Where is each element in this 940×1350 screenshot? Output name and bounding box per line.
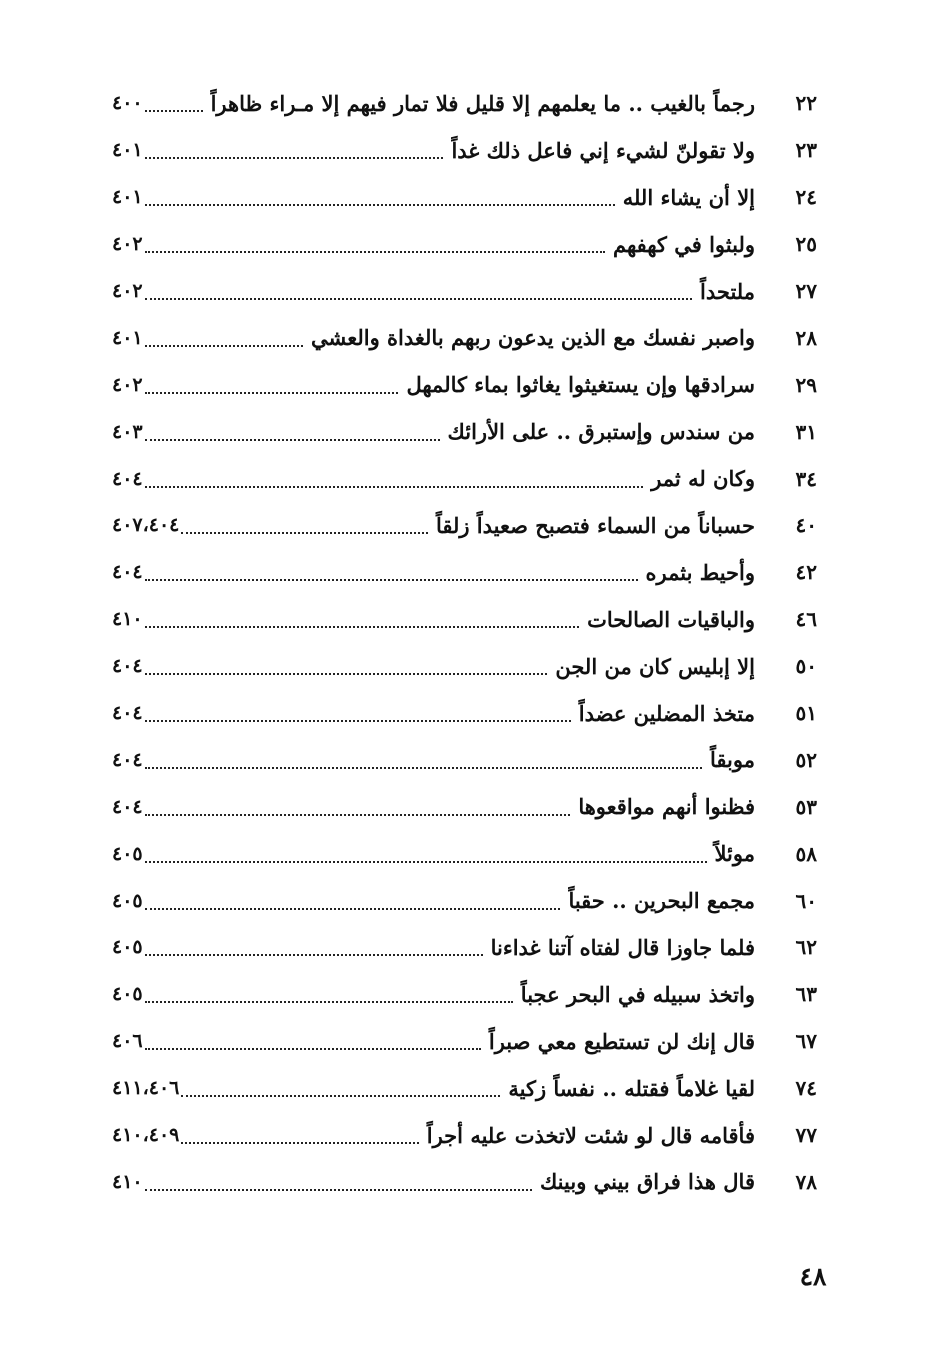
index-row [112,174,817,221]
verse-text: ملتحداً [700,278,755,304]
index-row [112,1158,817,1205]
index-row [112,643,817,690]
verse-number: ٤٢ [795,560,817,585]
dot-leader [181,1095,500,1097]
verse-index-list [112,80,817,1205]
verse-text: فلما جاوزا قال لفتاه آتنا غداءنا [490,934,755,960]
index-row [112,877,817,924]
page-reference: ٤٠٥ [112,842,143,865]
index-row [112,1018,817,1065]
verse-text: قال إنك لن تستطيع معي صبراً [488,1028,755,1054]
index-row [112,830,817,877]
dot-leader [145,673,548,675]
index-row [112,549,817,596]
verse-number: ٣١ [795,419,817,444]
page-reference: ٤٠٤ [112,655,143,678]
verse-text: مجمع البحرين .. حقباً [568,888,755,914]
page-reference: ٤١٠ [112,608,143,631]
verse-text: إلا إبليس كان من الجن [555,653,755,679]
verse-number: ٦٣ [795,982,817,1007]
dot-leader [181,1142,418,1144]
verse-text: سرادقها وإن يستغيثوا يغاثوا بماء كالمهل [406,372,755,398]
page-reference: ٤٠١ [112,186,143,209]
verse-text: رجماً بالغيب .. ما يعلمهم إلا قليل فلا تمار فيهم إلا مـراء ظاهراً [210,90,755,116]
verse-number: ٢٥ [795,232,817,257]
verse-number: ٢٩ [795,372,817,397]
dot-leader [145,251,605,253]
dot-leader [145,720,571,722]
verse-text: والباقيات الصالحات [587,606,755,632]
dot-leader [145,579,638,581]
page-reference: ٤٠١ [112,326,143,349]
verse-text: إلا أن يشاء الله [622,184,755,210]
page-reference: ٤١٠،٤٠٩ [112,1124,180,1147]
verse-number: ٢٤ [795,185,817,210]
verse-number: ٣٤ [795,466,817,491]
verse-text: موئلاً [714,841,755,867]
dot-leader [145,814,571,816]
verse-text: وكان له ثمر [651,466,755,492]
index-row [112,268,817,315]
index-row [112,596,817,643]
dot-leader [145,1048,481,1050]
verse-number: ٤٠ [795,513,817,538]
index-row [112,221,817,268]
index-row [112,736,817,783]
dot-leader [145,486,644,488]
page-reference: ٤٠٥ [112,936,143,959]
page-reference: ٤١١،٤٠٦ [112,1077,180,1100]
index-row [112,1065,817,1112]
page-reference: ٤٠٥ [112,889,143,912]
dot-leader [145,345,303,347]
verse-number: ٤٦ [795,607,817,632]
index-row [112,1112,817,1159]
dot-leader [145,861,707,863]
page-reference: ٤٠٤ [112,467,143,490]
verse-text: متخذ المضلين عضداً [578,700,755,726]
verse-number: ٥١ [795,701,817,726]
page-reference: ٤٠٠ [112,92,143,115]
verse-text: فظنوا أنهم مواقعوها [578,794,755,820]
verse-number: ٢٣ [795,138,817,163]
index-row [112,455,817,502]
index-row [112,408,817,455]
index-row [112,361,817,408]
dot-leader [145,439,440,441]
page-reference: ٤٠٥ [112,983,143,1006]
index-row [112,690,817,737]
verse-text: لقيا غلاماً فقتله .. نفساً زكية [508,1075,755,1101]
page-reference: ٤٠٤ [112,795,143,818]
page-reference: ٤٠٤ [112,748,143,771]
index-row [112,971,817,1018]
verse-text: قال هذا فراق بيني وبينك [539,1169,755,1195]
page-reference: ٤٠٢ [112,280,143,302]
index-row [112,502,817,549]
verse-text: حسباناً من السماء فتصبح صعيداً زلقاً [435,512,755,538]
dot-leader [145,157,444,159]
dot-leader [145,1189,532,1191]
page-reference: ٤٠٢ [112,233,143,256]
page-reference: ٤٠٣ [112,420,143,443]
verse-number: ٢٢ [795,91,817,116]
page-reference: ٤٠٤ [112,702,143,725]
dot-leader [145,110,203,112]
page-reference: ٤٠١ [112,139,143,162]
verse-number: ٦٠ [795,888,817,913]
verse-text: وأحيط بثمره [645,559,755,585]
verse-number: ٥٨ [795,841,817,866]
verse-number: ٥٣ [795,794,817,819]
verse-number: ٢٨ [795,325,817,350]
verse-number: ٦٧ [795,1029,817,1054]
page-reference: ٤٠٢ [112,373,143,396]
verse-number: ٧٨ [795,1169,817,1194]
verse-text: واصبر نفسك مع الذين يدعون ربهم بالغداة والعشي [310,325,755,351]
page-reference: ٤١٠ [112,1170,143,1193]
dot-leader [145,908,561,910]
verse-number: ٧٧ [795,1123,817,1148]
dot-leader [145,392,399,394]
page-number: ٤٨ [799,1262,827,1291]
page-reference: ٤٠٧،٤٠٤ [112,514,180,537]
verse-text: من سندس وإستبرق .. على الأرائك [447,419,755,445]
index-row [112,314,817,361]
verse-number: ٦٢ [795,935,817,960]
dot-leader [145,204,615,206]
dot-leader [145,954,483,956]
dot-leader [181,532,428,534]
verse-text: واتخذ سبيله في البحر عجباً [520,981,755,1007]
verse-number: ٥٢ [795,747,817,772]
verse-number: ٥٠ [795,654,817,679]
index-row [112,127,817,174]
dot-leader [145,298,692,300]
dot-leader [145,1001,513,1003]
verse-text: فأقامه قال لو شئت لاتخذت عليه أجراً [426,1122,755,1148]
page-reference: ٤٠٤ [112,561,143,584]
verse-text: ولا تقولنّ لشيء إني فاعل ذلك غداً [451,137,755,163]
dot-leader [145,626,579,628]
verse-text: ولبثوا في كهفهم [612,231,755,257]
verse-text: موبقاً [710,747,755,773]
page-reference: ٤٠٦ [112,1030,143,1053]
index-row [112,80,817,127]
dot-leader [145,767,702,769]
index-row [112,924,817,971]
index-row [112,783,817,830]
verse-number: ٢٧ [795,279,817,303]
verse-number: ٧٤ [795,1076,817,1101]
